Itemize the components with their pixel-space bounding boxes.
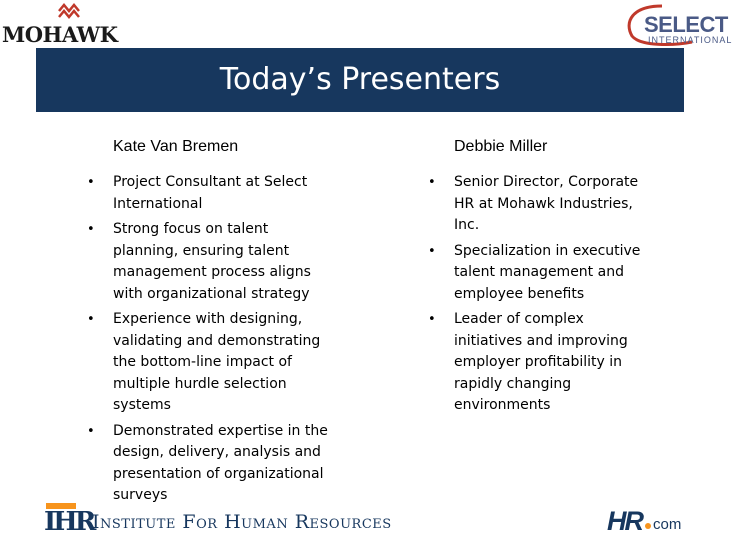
mohawk-zigzag-icon — [58, 2, 80, 20]
bullet-item — [428, 309, 654, 417]
presenter-bullets-left — [87, 172, 328, 511]
ihr-monogram: IHR — [44, 507, 94, 537]
bullet-icon: • — [87, 312, 95, 327]
bullet-icon: • — [428, 243, 436, 259]
title-banner — [36, 48, 684, 112]
select-international-logo — [622, 2, 732, 48]
bullet-icon: • — [87, 423, 95, 439]
ihr-logo — [44, 505, 444, 539]
bullet-text: Strong focus on talent planning, ensuring talent management process aligns with organizational strategy — [113, 221, 311, 302]
bullet-item — [428, 172, 654, 237]
bullet-item — [428, 241, 654, 306]
slide-title: Today’s Presenters — [219, 62, 501, 97]
bullet-icon: • — [428, 312, 436, 327]
mohawk-logo-text: MOHAWK — [2, 22, 118, 47]
ihr-logo-text: Institute For Human Resources — [92, 511, 392, 533]
bullet-icon: • — [428, 175, 436, 190]
bullet-text: Experience with designing, validating and demonstrating the bottom-line impact of multiple hurdle selection systems — [113, 311, 321, 413]
bullet-text: Project Consultant at Select International — [113, 174, 308, 212]
select-logo-text: SELECT — [644, 12, 728, 37]
bullet-icon: • — [87, 222, 95, 237]
presenter-bullets-right — [428, 172, 654, 421]
bullet-item — [87, 421, 328, 507]
hr-com-logo — [607, 506, 699, 536]
presenter-name-right: Debbie Miller — [454, 138, 548, 155]
bullet-text: Leader of complex initiatives and improving employer profitability in rapidly changing environments — [454, 311, 628, 413]
bullet-text: Specialization in executive talent management and employee benefits — [454, 242, 641, 302]
bullet-icon: • — [87, 175, 95, 190]
bullet-item — [87, 219, 328, 305]
bullet-text: Senior Director, Corporate HR at Mohawk Industries, Inc. — [454, 174, 639, 233]
bullet-item — [87, 309, 328, 417]
mohawk-logo — [2, 2, 137, 47]
hr-com-mark: HR — [607, 506, 642, 536]
bullet-item — [87, 172, 328, 215]
hr-com-suffix: com — [653, 516, 682, 533]
select-logo-subtext: INTERNATIONAL — [648, 35, 732, 45]
bullet-text: Demonstrated expertise in the design, delivery, analysis and presentation of organizational surveys — [113, 422, 328, 503]
presenter-name-left: Kate Van Bremen — [113, 138, 239, 155]
hr-com-dot-icon — [645, 523, 651, 529]
